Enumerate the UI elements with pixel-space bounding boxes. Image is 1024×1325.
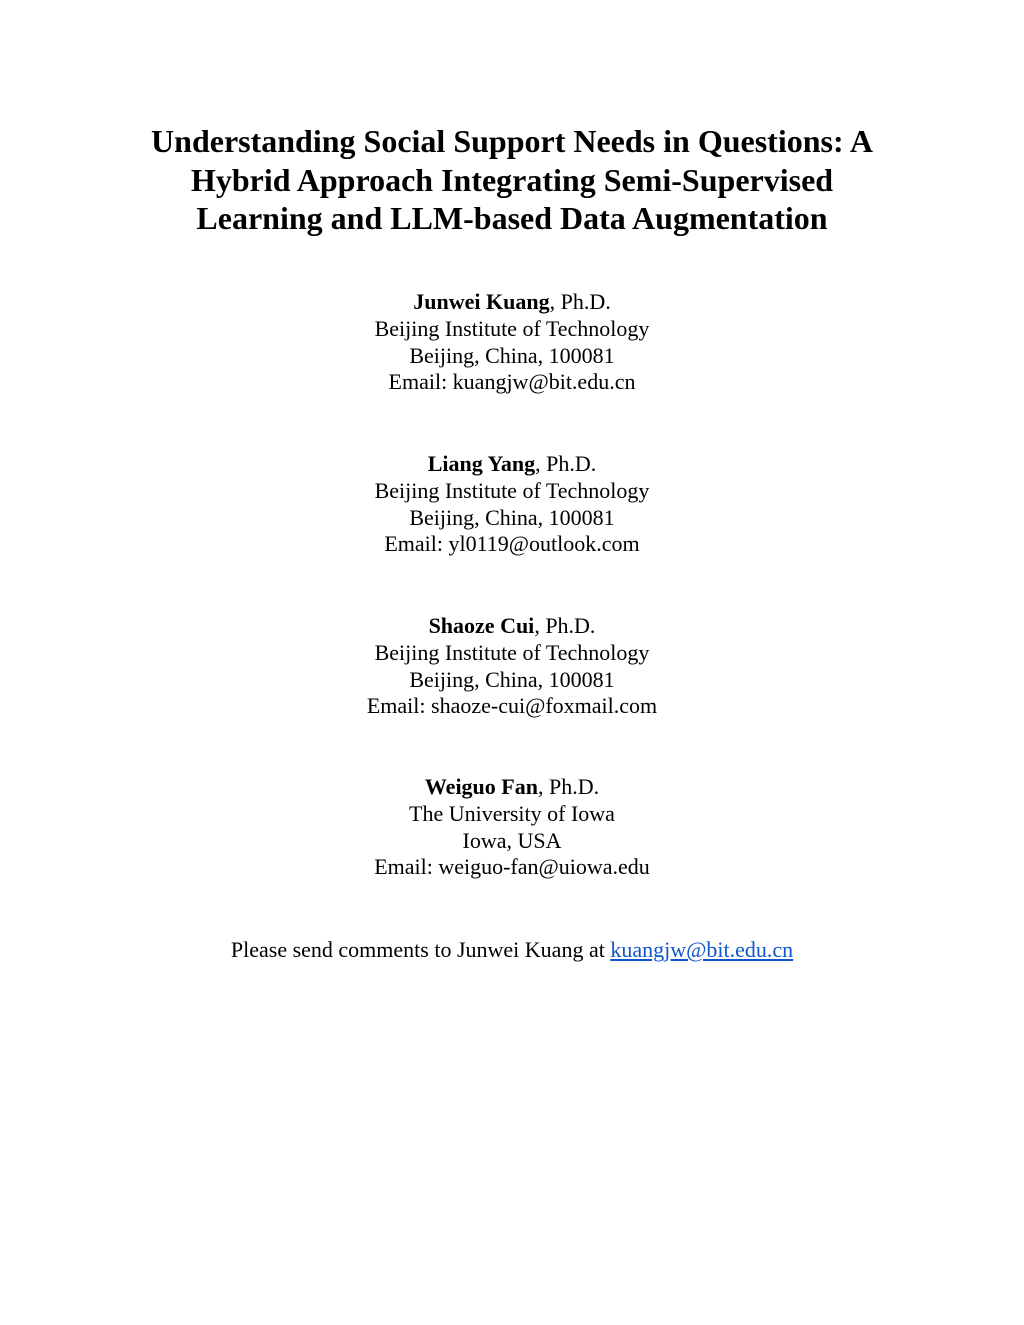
author-email: Email: yl0119@outlook.com <box>384 531 640 557</box>
author-degree: , Ph.D. <box>537 774 600 799</box>
author-location: Beijing, China, 100081 <box>409 504 615 530</box>
author-block-fan <box>0 774 1024 881</box>
title-line-3: Learning and LLM-based Data Augmentation <box>196 200 828 236</box>
author-institution: Beijing Institute of Technology <box>374 639 650 665</box>
author-location: Beijing, China, 100081 <box>409 666 615 692</box>
author-name-line <box>0 289 1024 316</box>
author-name-line <box>0 451 1024 478</box>
comments-email-link[interactable]: kuangjw@bit.edu.cn <box>610 937 794 962</box>
author-name: Shaoze Cui <box>428 613 535 638</box>
title-line-2: Hybrid Approach Integrating Semi-Supervised <box>190 161 834 198</box>
author-block-kuang <box>0 289 1024 396</box>
author-institution: Beijing Institute of Technology <box>374 477 650 503</box>
author-name-line <box>0 613 1024 640</box>
author-degree: , Ph.D. <box>534 613 596 638</box>
author-block-cui <box>0 613 1024 720</box>
paper-title <box>0 122 1024 238</box>
author-name: Junwei Kuang <box>413 289 550 314</box>
comments-text: Please send comments to Junwei Kuang at <box>230 937 611 962</box>
author-name-line <box>0 774 1024 801</box>
author-email: Email: shaoze-cui@foxmail.com <box>366 693 658 719</box>
title-line-1: Understanding Social Support Needs in Questions: A <box>151 123 873 159</box>
author-name: Liang Yang <box>427 451 536 476</box>
author-email: Email: weiguo-fan@uiowa.edu <box>374 854 650 880</box>
author-block-yang <box>0 451 1024 558</box>
author-name: Weiguo Fan <box>424 774 538 799</box>
author-location: Iowa, USA <box>462 827 562 853</box>
author-institution: Beijing Institute of Technology <box>374 315 650 341</box>
author-degree: , Ph.D. <box>549 289 611 314</box>
author-location: Beijing, China, 100081 <box>409 342 615 368</box>
author-email: Email: kuangjw@bit.edu.cn <box>388 369 636 395</box>
comments-note <box>0 936 1024 963</box>
author-institution: The University of Iowa <box>409 800 615 826</box>
author-degree: , Ph.D. <box>535 451 597 476</box>
